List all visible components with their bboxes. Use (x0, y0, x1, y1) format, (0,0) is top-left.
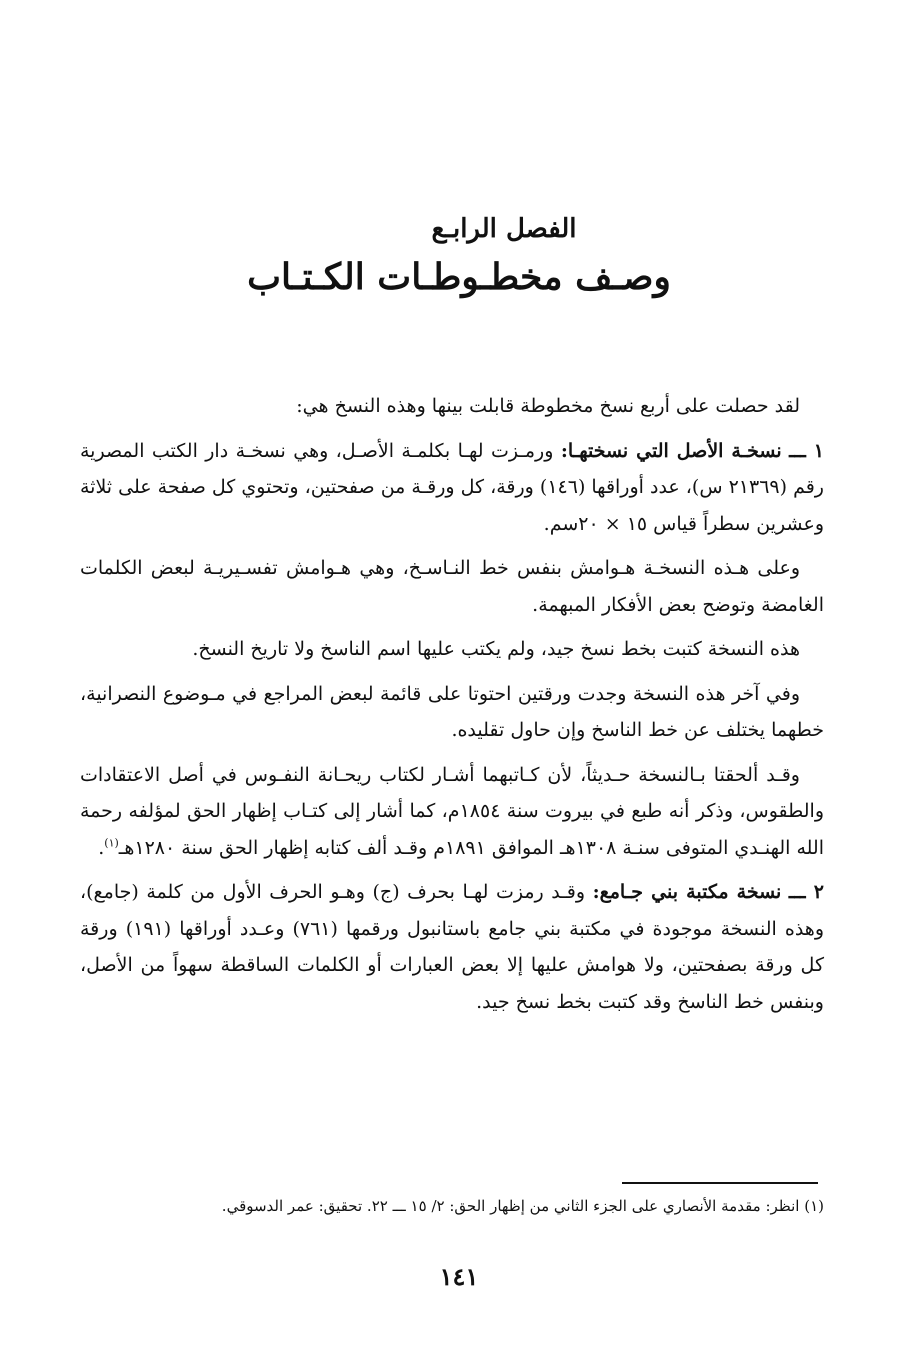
chapter-title: وصـف مخطـوطـات الكـتـاب (247, 256, 671, 298)
bani-jami-text: وقـد رمزت لهـا بحرف (ج) وهـو الحرف الأول من كلمة (جامع)، وهذه النسخة موجودة في مكتبة بني جامع باستانبول ورقمها (٧٦١) وعـدد أوراقها (١٩١) ورقة كل ورقة بصفحتين، ولا هوامش عليها إلا بعض العبارات أو الكلمات الساقطة سهواً من الأصل، وبنفس خط الناسخ وقد كتبت بخط نسخ جيد. (80, 881, 824, 1013)
footnote-text: انظر: مقدمة الأنصاري على الجزء الثاني من إظهار الحق: ٢/ ١٥ ـــ ٢٢. تحقيق: عمر الدسوقي. (221, 1197, 800, 1215)
intro-text: لقد حصلت على أربع نسخ مخطوطة قابلت بينها وهذه النسخ هي: (296, 395, 800, 417)
original-copy-heading: نسخـة الأصل التي نسختهـا: (560, 439, 782, 462)
paragraph-script (80, 631, 824, 668)
script-text: هذه النسخة كتبت بخط نسخ جيد، ولم يكتب عليها اسم الناسخ ولا تاريخ النسخ. (192, 638, 800, 660)
paragraph-bani-jami-copy (80, 874, 824, 1020)
appendix-leaves-text: وفي آخر هذه النسخة وجدت ورقتين احتوتا على قائمة لبعض المراجع في مـوضوع النصرانية، خطهما يختلف عن خط الناسخ وإن حاول تقليده. (80, 682, 824, 741)
footnote (80, 1194, 824, 1218)
body-text (80, 388, 824, 1028)
later-addition-text: وقـد ألحقتا بـالنسخة حـديثاً، لأن كـاتبهما أشـار لكتاب ريحـانة النفـوس في أصل الاعتقادات والطقوس، وذكر أنه طبع في بيروت سنة ١٨٥٤م، كما أشار إلى كتـاب إظهار الحق لمؤلفه رحمة الله الهنـدي المتوفى سنـة ١٣٠٨هـ الموافق ١٨٩١م وقـد ألف كتابه إظهار الحق سنة ١٢٨٠هـ (80, 763, 824, 859)
page-number: ١٤١ (439, 1262, 479, 1291)
footnote-reference: (١) (104, 836, 119, 850)
paragraph-margins (80, 550, 824, 623)
paragraph-original-copy (80, 433, 824, 543)
footnote-divider (622, 1182, 818, 1184)
paragraph-later-addition (80, 757, 824, 867)
chapter-label: الفصل الرابـع (431, 214, 577, 244)
paragraph-appendix-leaves (80, 676, 824, 749)
item-number-2: ٢ ـــ (788, 881, 824, 903)
footnote-marker: (١) (804, 1197, 824, 1215)
later-addition-end: . (98, 836, 105, 859)
bani-jami-heading: نسخة مكتبة بني جـامع: (592, 881, 782, 903)
original-copy-text: ورمـزت لهـا بكلمـة الأصـل، وهي نسخـة دار الكتب المصرية رقم (٢١٣٦٩ س)، عدد أوراقها (١٤٦) ورقة، كل ورقـة من صفحتين، وتحتوي كل صفحة على ثلاثة وعشرين سطراً قياس ١٥ × ٢٠سم. (80, 439, 824, 535)
item-number-1: ١ ـــ (789, 439, 824, 462)
margins-text: وعلى هـذه النسخـة هـوامش بنفس خط النـاسـخ، وهي هـوامش تفسـيريـة لبعض الكلمات الغامضة وتوضح بعض الأفكار المبهمة. (80, 557, 824, 616)
intro-paragraph (80, 388, 824, 425)
